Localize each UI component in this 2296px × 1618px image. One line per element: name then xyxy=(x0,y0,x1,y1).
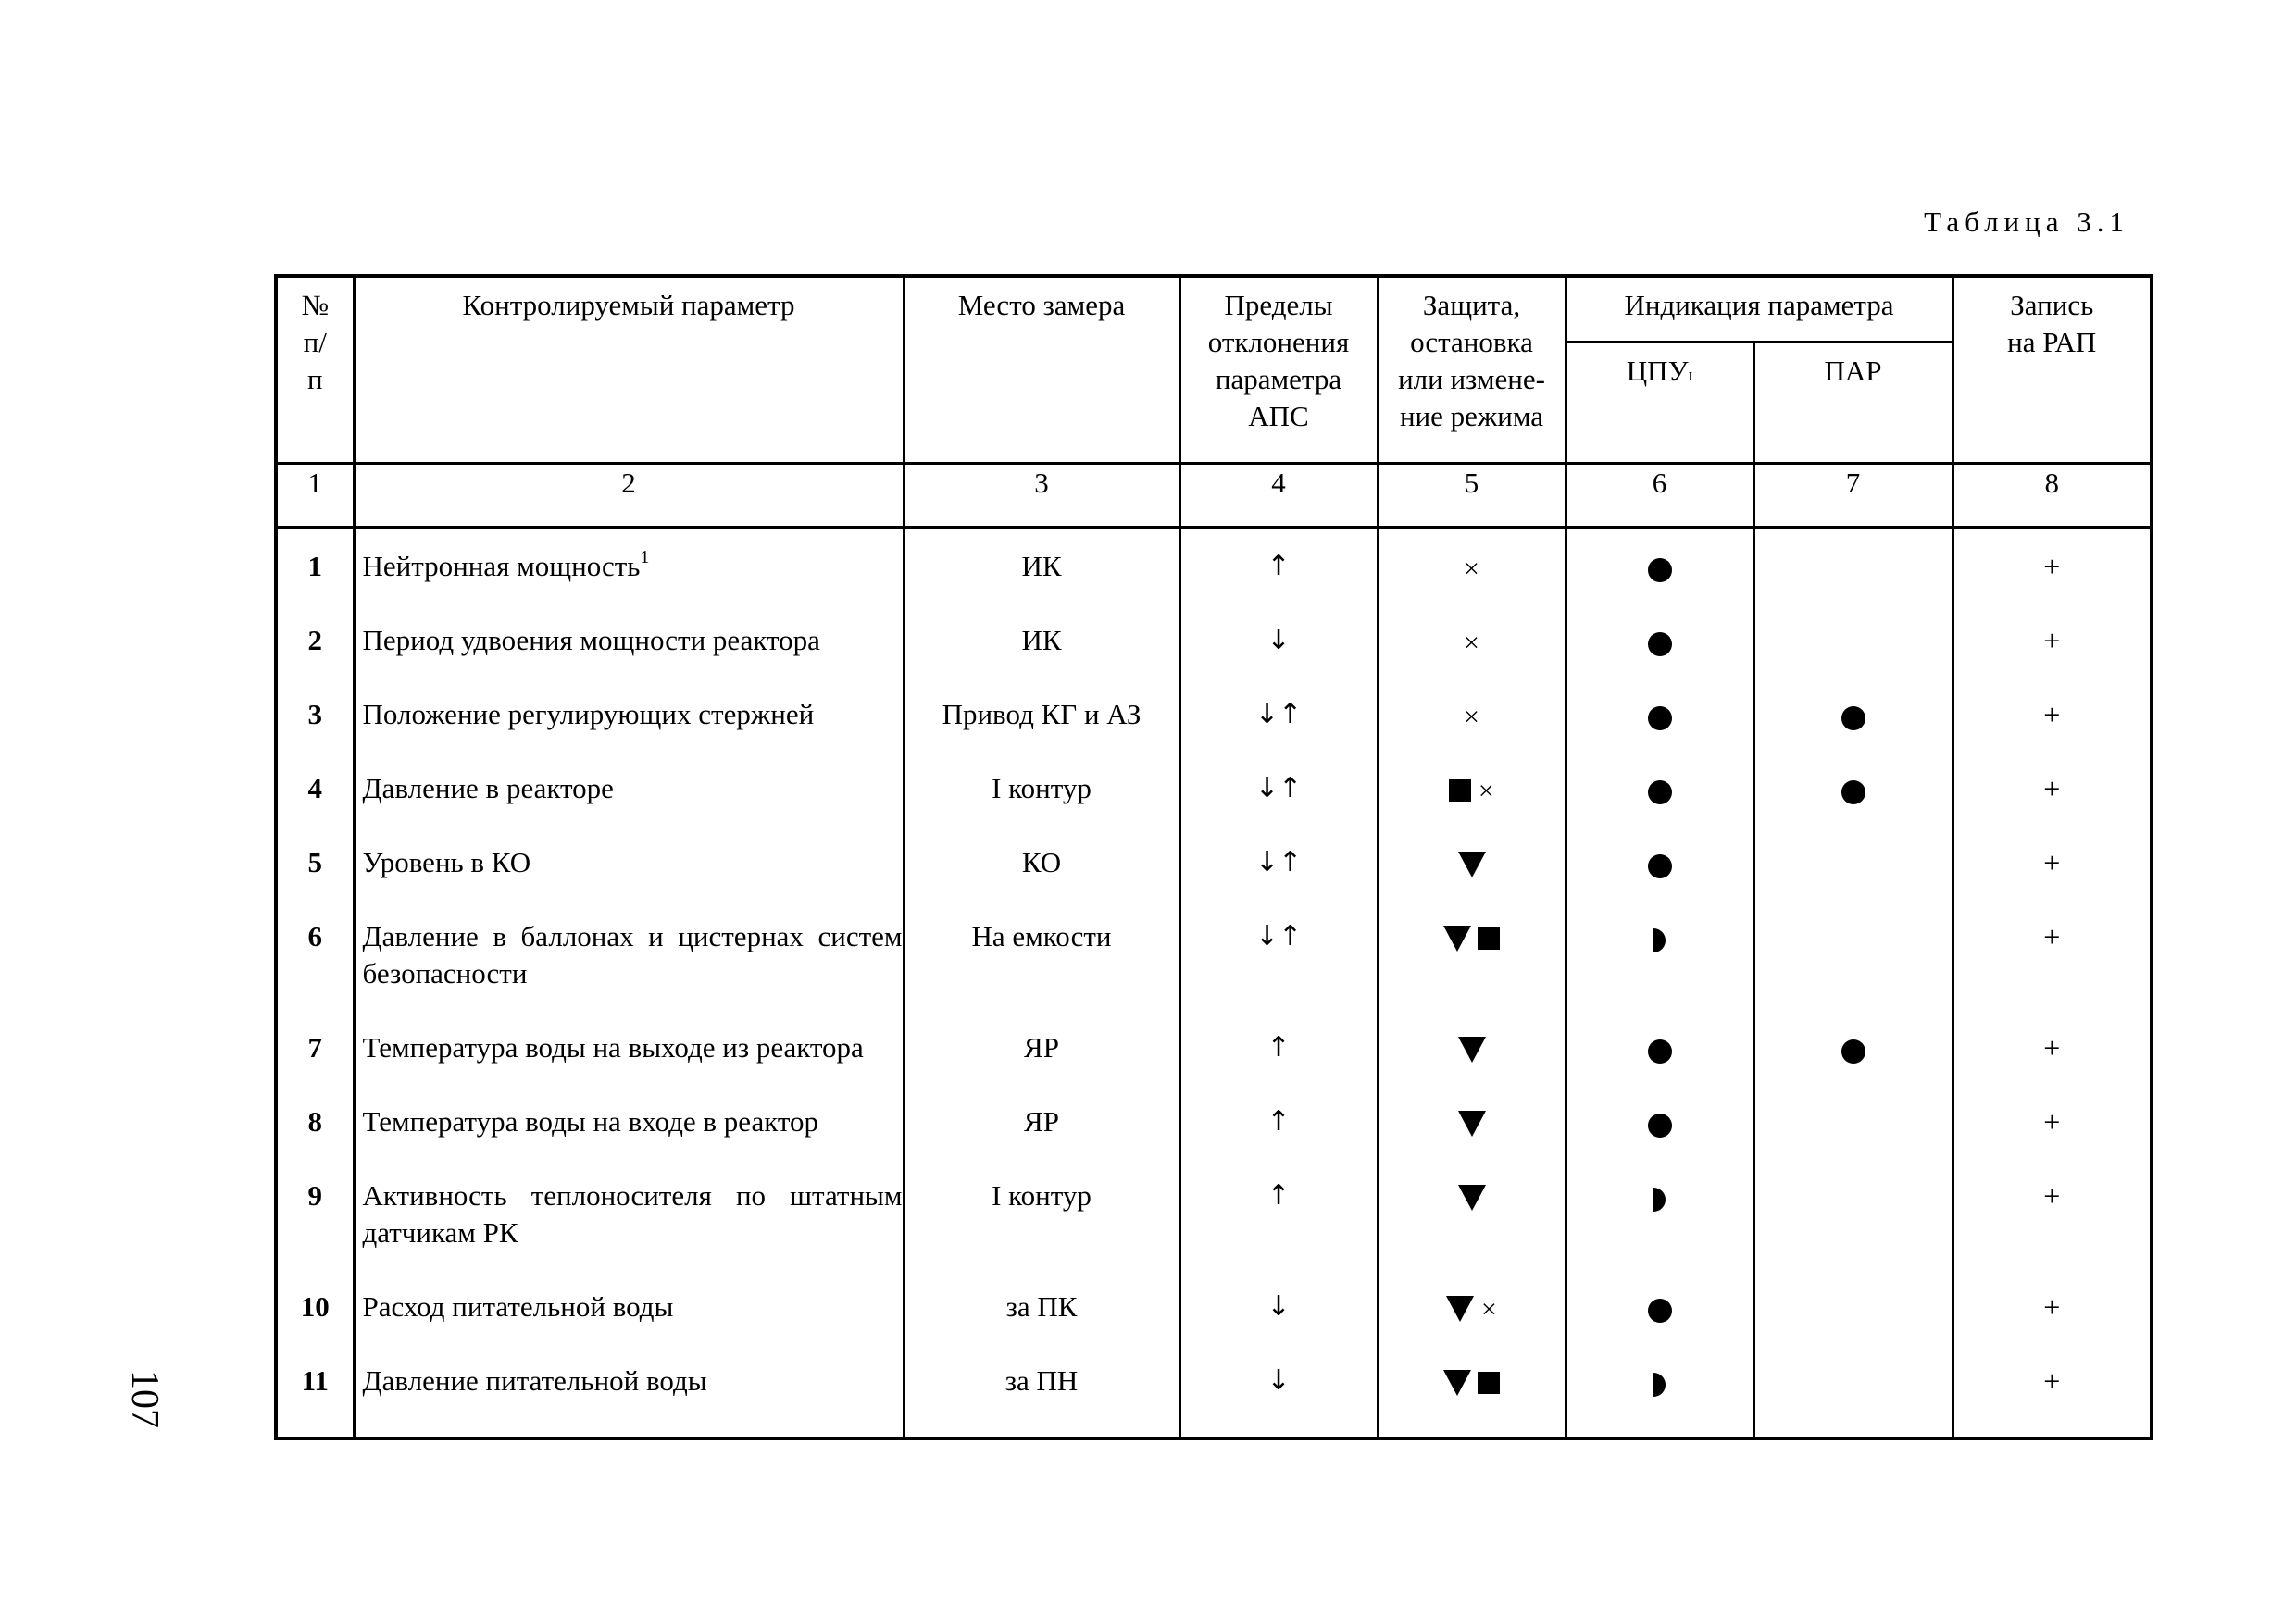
table-body xyxy=(276,528,2152,1438)
measurement-place: ЯР xyxy=(904,1016,1179,1090)
recording-mark: + xyxy=(1953,683,2152,757)
par-indication xyxy=(1753,1016,1953,1090)
cpu-indication xyxy=(1566,1164,1753,1276)
triangle-down-icon xyxy=(1443,926,1471,952)
protection-cell xyxy=(1378,1164,1566,1276)
protection-cell xyxy=(1378,831,1566,905)
measurement-place: за ПН xyxy=(904,1350,1179,1438)
cpu-half-circle-icon xyxy=(1653,928,1666,952)
par-indication xyxy=(1753,905,1953,1016)
cpu-indication xyxy=(1566,528,1753,609)
limit-arrows: ↓ xyxy=(1179,609,1378,683)
column-number: 6 xyxy=(1566,464,1753,529)
table-row xyxy=(276,609,2152,683)
table-row xyxy=(276,1350,2152,1438)
measurement-place: за ПК xyxy=(904,1276,1179,1350)
limit-arrows: ↓ xyxy=(1179,1350,1378,1438)
recording-mark: + xyxy=(1953,1350,2152,1438)
protection-cell xyxy=(1378,1276,1566,1350)
table-row xyxy=(276,757,2152,831)
cpu-indication xyxy=(1566,831,1753,905)
cpu-indication xyxy=(1566,683,1753,757)
header-limits: Пределы отклонения параметра АПС xyxy=(1179,276,1378,464)
par-indication xyxy=(1753,683,1953,757)
row-number: 1 xyxy=(276,528,354,609)
limit-arrows: ↑ xyxy=(1179,1164,1378,1276)
cpu-half-circle-icon xyxy=(1653,1373,1666,1397)
parameter-cell xyxy=(354,1350,904,1438)
parameter-name: Активность теплоносителя по штатным датчикам РК xyxy=(362,1179,903,1249)
table-row xyxy=(276,683,2152,757)
cross-icon: × xyxy=(1480,1293,1497,1325)
parameter-name: Расход питательной воды xyxy=(362,1290,674,1323)
limit-arrows: ↑ xyxy=(1179,528,1378,609)
header-number: № п/п xyxy=(276,276,354,464)
recording-mark: + xyxy=(1953,831,2152,905)
parameter-cell xyxy=(354,1090,904,1164)
cpu-full-circle-icon xyxy=(1648,706,1672,730)
recording-mark: + xyxy=(1953,1090,2152,1164)
protection-cell xyxy=(1378,683,1566,757)
cpu-full-circle-icon xyxy=(1648,558,1672,582)
square-icon xyxy=(1449,779,1471,802)
header-par: ПАР xyxy=(1753,342,1953,464)
triangle-down-icon xyxy=(1458,1185,1486,1211)
triangle-down-icon xyxy=(1458,852,1486,877)
par-indication xyxy=(1753,1276,1953,1350)
row-number: 9 xyxy=(276,1164,354,1276)
par-indication xyxy=(1753,1164,1953,1276)
par-full-circle-icon xyxy=(1841,1039,1866,1064)
par-indication xyxy=(1753,528,1953,609)
square-icon xyxy=(1478,927,1500,950)
header-place: Место замера xyxy=(904,276,1179,464)
limit-arrows: ↑ xyxy=(1179,1016,1378,1090)
limit-arrows: ↓↑ xyxy=(1179,757,1378,831)
par-indication xyxy=(1753,1350,1953,1438)
row-number: 5 xyxy=(276,831,354,905)
page-number: 107 xyxy=(123,1370,166,1428)
row-number: 2 xyxy=(276,609,354,683)
limit-arrows: ↓↑ xyxy=(1179,905,1378,1016)
measurement-place: На емкости xyxy=(904,905,1179,1016)
parameter-cell xyxy=(354,757,904,831)
cpu-full-circle-icon xyxy=(1648,632,1672,656)
measurement-place: ИК xyxy=(904,528,1179,609)
table-row xyxy=(276,1016,2152,1090)
row-number: 6 xyxy=(276,905,354,1016)
column-number: 4 xyxy=(1179,464,1378,529)
parameter-name: Температура воды на входе в реактор xyxy=(362,1105,818,1138)
row-number: 11 xyxy=(276,1350,354,1438)
column-number: 8 xyxy=(1953,464,2152,529)
cpu-half-circle-icon xyxy=(1653,1188,1666,1212)
recording-mark: + xyxy=(1953,1164,2152,1276)
protection-cell xyxy=(1378,1016,1566,1090)
recording-mark: + xyxy=(1953,609,2152,683)
cpu-indication xyxy=(1566,609,1753,683)
parameter-name: Давление в реакторе xyxy=(362,772,614,804)
header-cpu-mark: I xyxy=(1688,370,1693,384)
measurement-place: Привод КГ и АЗ xyxy=(904,683,1179,757)
par-indication xyxy=(1753,757,1953,831)
table-row xyxy=(276,905,2152,1016)
protection-cell xyxy=(1378,1350,1566,1438)
measurement-place: ЯР xyxy=(904,1090,1179,1164)
row-number: 4 xyxy=(276,757,354,831)
protection-cell xyxy=(1378,528,1566,609)
limit-arrows: ↑ xyxy=(1179,1090,1378,1164)
header-cpu: ЦПУI xyxy=(1566,342,1753,464)
footnote-mark: 1 xyxy=(640,547,650,567)
header-protection: Защита, остановка или измене-ние режима xyxy=(1378,276,1566,464)
column-number: 1 xyxy=(276,464,354,529)
column-number: 7 xyxy=(1753,464,1953,529)
measurement-place: ИК xyxy=(904,609,1179,683)
row-number: 8 xyxy=(276,1090,354,1164)
parameter-cell xyxy=(354,1016,904,1090)
parameter-name: Температура воды на выходе из реактора xyxy=(362,1031,864,1064)
parameter-name: Нейтронная мощность xyxy=(362,550,641,582)
recording-mark: + xyxy=(1953,1016,2152,1090)
recording-mark: + xyxy=(1953,905,2152,1016)
table-caption: Таблица 3.1 xyxy=(1924,205,2129,238)
cross-icon: × xyxy=(1464,553,1479,584)
cpu-full-circle-icon xyxy=(1648,854,1672,878)
par-indication xyxy=(1753,831,1953,905)
cpu-indication xyxy=(1566,757,1753,831)
parameter-name: Положение регулирующих стержней xyxy=(362,698,815,730)
parameter-cell xyxy=(354,609,904,683)
table-row xyxy=(276,831,2152,905)
cross-icon: × xyxy=(1478,775,1494,806)
cross-icon: × xyxy=(1464,701,1479,732)
parameter-cell xyxy=(354,1164,904,1276)
limit-arrows: ↓↑ xyxy=(1179,683,1378,757)
parameters-table xyxy=(274,274,2153,1440)
cpu-indication xyxy=(1566,1350,1753,1438)
cpu-full-circle-icon xyxy=(1648,1114,1672,1138)
triangle-down-icon xyxy=(1458,1037,1486,1063)
limit-arrows: ↓ xyxy=(1179,1276,1378,1350)
column-number: 3 xyxy=(904,464,1179,529)
protection-cell xyxy=(1378,1090,1566,1164)
table-row xyxy=(276,1164,2152,1276)
parameter-cell xyxy=(354,1276,904,1350)
protection-cell xyxy=(1378,757,1566,831)
cpu-full-circle-icon xyxy=(1648,1039,1672,1064)
par-full-circle-icon xyxy=(1841,780,1866,804)
column-number: 2 xyxy=(354,464,904,529)
parameter-name: Давление в баллонах и цистернах систем безопасности xyxy=(362,920,903,989)
row-number: 10 xyxy=(276,1276,354,1350)
cpu-full-circle-icon xyxy=(1648,780,1672,804)
parameter-name: Уровень в КО xyxy=(362,846,531,878)
cpu-indication xyxy=(1566,905,1753,1016)
parameter-cell xyxy=(354,831,904,905)
parameter-name: Период удвоения мощности реактора xyxy=(362,624,820,656)
row-number: 7 xyxy=(276,1016,354,1090)
parameter-cell xyxy=(354,528,904,609)
recording-mark: + xyxy=(1953,757,2152,831)
cpu-indication xyxy=(1566,1090,1753,1164)
header-indication: Индикация параметра xyxy=(1566,276,1953,342)
parameter-name: Давление питательной воды xyxy=(362,1364,707,1397)
recording-mark: + xyxy=(1953,1276,2152,1350)
parameter-cell xyxy=(354,905,904,1016)
protection-cell xyxy=(1378,609,1566,683)
protection-cell xyxy=(1378,905,1566,1016)
square-icon xyxy=(1478,1372,1500,1394)
recording-mark: + xyxy=(1953,528,2152,609)
header-recording: Запись на РАП xyxy=(1953,276,2152,464)
row-number: 3 xyxy=(276,683,354,757)
measurement-place: I контур xyxy=(904,757,1179,831)
cpu-full-circle-icon xyxy=(1648,1299,1672,1323)
triangle-down-icon xyxy=(1458,1111,1486,1137)
parameter-cell xyxy=(354,683,904,757)
table-row xyxy=(276,528,2152,609)
table-row xyxy=(276,1276,2152,1350)
cpu-indication xyxy=(1566,1016,1753,1090)
header-parameter: Контролируемый параметр xyxy=(354,276,904,464)
par-indication xyxy=(1753,609,1953,683)
table-row xyxy=(276,1090,2152,1164)
par-indication xyxy=(1753,1090,1953,1164)
cross-icon: × xyxy=(1464,627,1479,658)
measurement-place: КО xyxy=(904,831,1179,905)
limit-arrows: ↓↑ xyxy=(1179,831,1378,905)
column-number: 5 xyxy=(1378,464,1566,529)
measurement-place: I контур xyxy=(904,1164,1179,1276)
triangle-down-icon xyxy=(1443,1370,1471,1396)
par-full-circle-icon xyxy=(1841,706,1866,730)
cpu-indication xyxy=(1566,1276,1753,1350)
triangle-down-icon xyxy=(1446,1296,1474,1322)
